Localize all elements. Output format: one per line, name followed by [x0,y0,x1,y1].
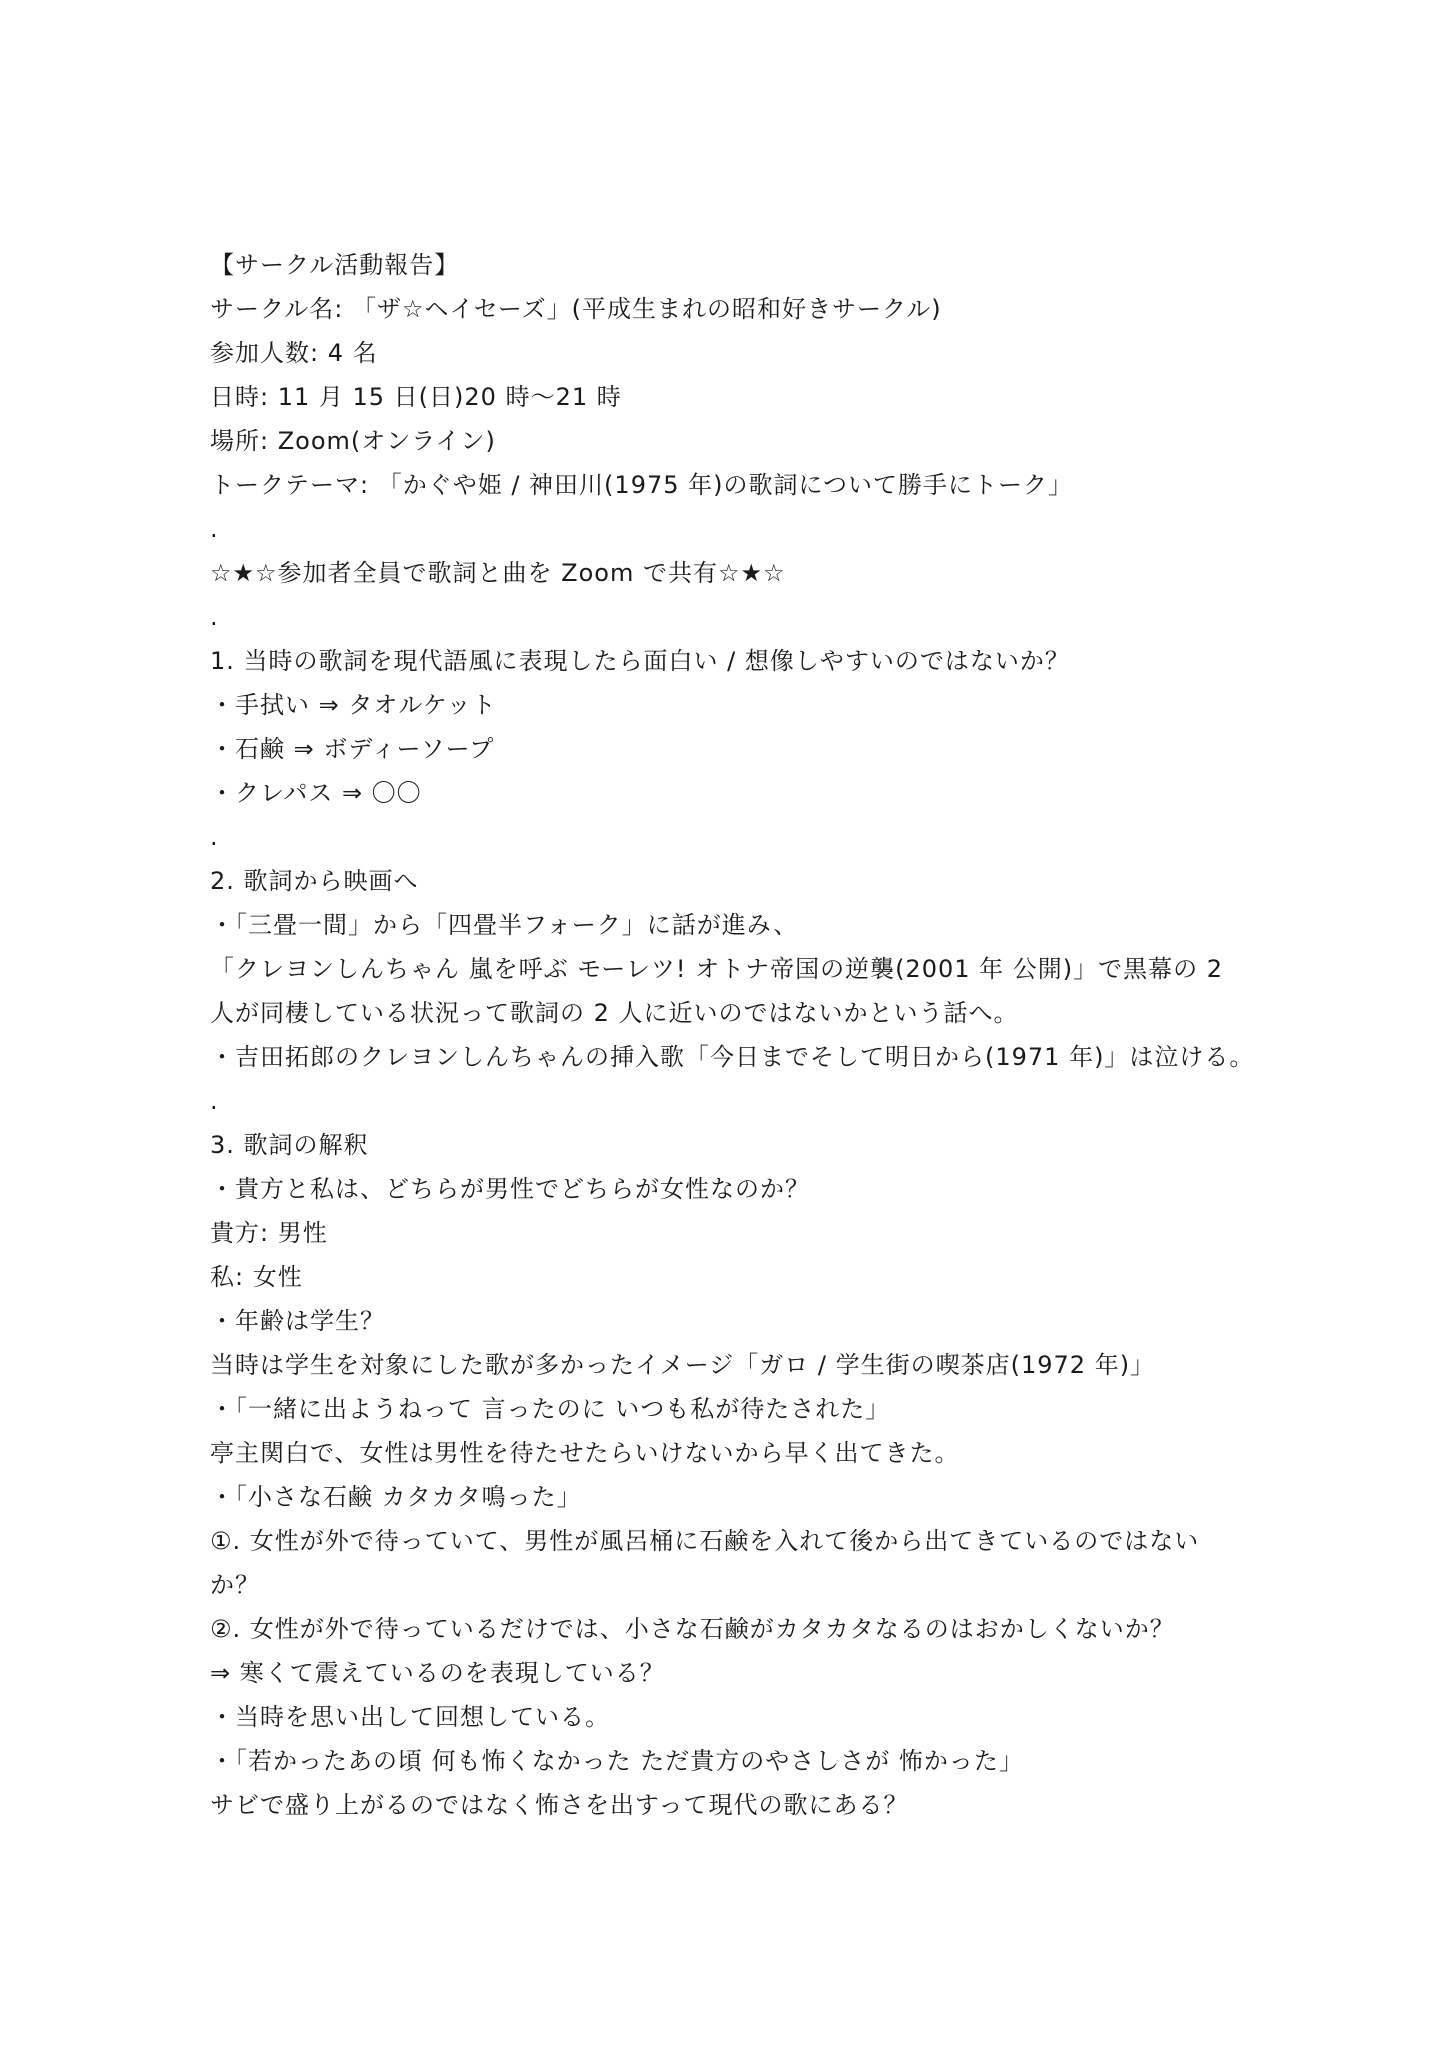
talk-theme: トークテーマ: 「かぐや姫 / 神田川(1975 年)の歌詞について勝手にトーク」 [210,471,1074,499]
section-2-text: ・「三畳一間」から「四畳半フォーク」に話が進み、 [210,911,799,939]
section-1-item: ・手拭い ⇒ タオルケット [210,691,497,719]
section-3-text: 私: 女性 [210,1263,303,1291]
section-2-heading: 2. 歌詞から映画へ [210,867,419,895]
section-1-heading: 1. 当時の歌詞を現代語風に表現したら面白い / 想像しやすいのではないか？ [210,647,1070,675]
report-body [210,243,1260,1827]
location: 場所: Zoom(オンライン) [210,427,496,455]
section-3-text: 亭主関白で、女性は男性を待たせたらいけないから早く出てきた。 [210,1439,960,1467]
section-3-text: サビで盛り上がるのではなく怖さを出すって現代の歌にある？ [210,1791,909,1819]
section-3-heading: 3. 歌詞の解釈 [210,1131,369,1159]
circle-name: サークル名: 「ザ☆ヘイセーズ」(平成生まれの昭和好きサークル) [210,295,942,323]
section-3-text: ①. 女性が外で待っていて、男性が風呂桶に石鹸を入れて後から出てきているのではない [210,1527,1200,1555]
section-3-text: 当時は学生を対象にした歌が多かったイメージ「ガロ / 学生街の喫茶店(1972 年)」 [210,1351,1156,1379]
section-3-text: ・当時を思い出して回想している。 [210,1703,610,1731]
section-1-item: ・石鹸 ⇒ ボディーソープ [210,735,495,763]
separator-dot: . [210,603,219,631]
section-3-text: ・年齢は学生？ [210,1307,385,1335]
section-3-text: ・貴方と私は、どちらが男性でどちらが女性なのか？ [210,1175,810,1203]
section-3-text: ・「小さな石鹸 カタカタ鳴った」 [210,1483,582,1511]
participant-count: 参加人数: 4 名 [210,339,378,367]
section-3-text: ②. 女性が外で待っているだけでは、小さな石鹸がカタカタなるのはおかしくないか？ [210,1615,1175,1643]
section-1-item: ・クレパス ⇒ 〇〇 [210,779,422,807]
report-title: 【サークル活動報告】 [210,251,460,279]
separator-dot: . [210,1087,219,1115]
date-time: 日時: 11 月 15 日(日)20 時～21 時 [210,383,622,411]
sharing-note: ☆★☆参加者全員で歌詞と曲を Zoom で共有☆★☆ [210,559,786,587]
section-2-text: 「クレヨンしんちゃん 嵐を呼ぶ モーレツ! オトナ帝国の逆襲(2001 年 公開)」で黒幕の 2 [210,955,1224,983]
section-2-text: ・吉田拓郎のクレヨンしんちゃんの挿入歌「今日までそして明日から(1971 年)」は泣ける。 [210,1043,1255,1071]
section-3-text: 貴方: 男性 [210,1219,328,1247]
section-3-text: ⇒ 寒くて震えているのを表現している？ [210,1659,665,1687]
section-3-text: ・「若かったあの頃 何も怖くなかった ただ貴方のやさしさが 怖かった」 [210,1747,1024,1775]
separator-dot: . [210,515,219,543]
separator-dot: . [210,823,219,851]
section-3-text: ・「一緒に出ようねって 言ったのに いつも私が待たされた」 [210,1395,891,1423]
section-3-text: か？ [210,1571,260,1599]
section-2-text: 人が同棲している状況って歌詞の 2 人に近いのではないかという話へ。 [210,999,1019,1027]
